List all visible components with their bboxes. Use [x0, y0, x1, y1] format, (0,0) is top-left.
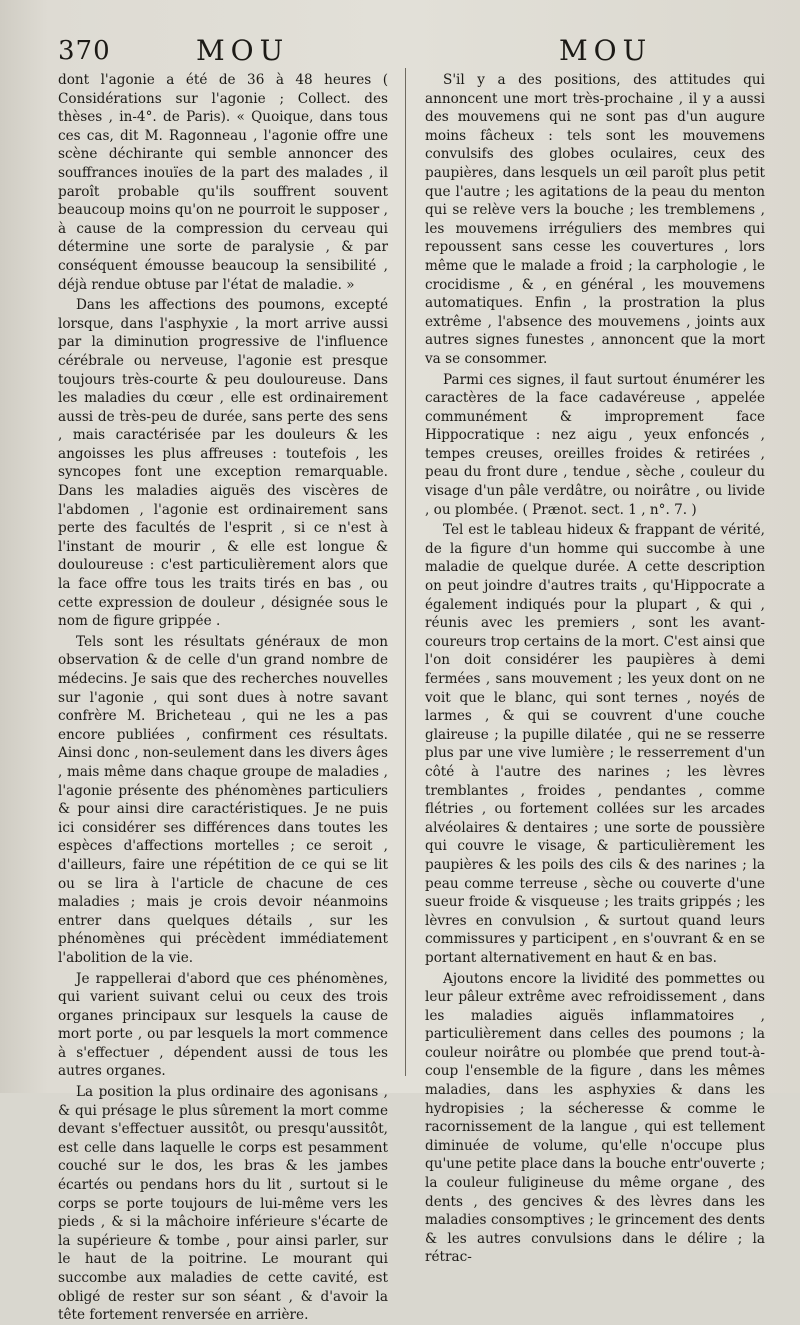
running-head-right: MOU	[559, 34, 653, 67]
paragraph: Parmi ces signes, il faut surtout énumérer les caractères de la face cadavéreuse , appelée communément & improprement face Hippocratique : nez aigu , yeux enfoncés , tempes creuses, oreilles froides & retirées , peau du front dure , tendue , sèche , couleur du visage d'un pâle verdâtre, ou noirâtre , ou livide , ou plombée. ( Prænot. sect. 1 , n°. 7. )	[425, 371, 765, 518]
paragraph: La position la plus ordinaire des agonisans , & qui présage le plus sûrement la mort comme devant s'effectuer aussitôt, ou presqu'aussitôt, est celle dans laquelle le corps est pesamment couché sur le dos, les bras & les jambes écartés ou pendans hors du lit , surtout si le corps se porte toujours de lui-même vers les pieds , & si la mâchoire inférieure s'écarte de la supérieure & tombe , pour ainsi parler, sur le haut de la poitrine. Le mourant qui succombe aux maladies de cette cavité, est obligé de rester sur son séant , & d'avoir la tête fortement renversée en arrière.	[58, 1084, 388, 1324]
running-head-left: MOU	[196, 34, 290, 67]
page-number: 370	[58, 36, 111, 66]
paragraph: Tels sont les résultats généraux de mon observation & de celle d'un grand nombre de médecins. Je sais que des recherches nouvelles sur l'agonie , qui sont dues à notre savant confrère M. Bricheteau , qui ne les a pas encore publiées , confirment ces résultats. Ainsi donc , non-seulement dans les divers âges , mais même dans chaque groupe de maladies , l'agonie présente des phénomènes particuliers & pour ainsi dire caractéristiques. Je ne puis ici considérer ses différences dans toutes les espèces d'affections mortelles ; ce seroit , d'ailleurs, faire une répétition de ce qui se lit ou se lira à l'article de chacune de ces maladies ; mais je crois devoir néanmoins entrer dans quelques détails , sur les phénomènes qui précèdent immédiatement l'abolition de la vie.	[58, 633, 388, 966]
paragraph: Dans les affections des poumons, excepté lorsque, dans l'asphyxie , la mort arrive aussi par la diminution progressive de l'influence cérébrale ou nerveuse, l'agonie est presque toujours très-courte & peu douloureuse. Dans les maladies du cœur , elle est ordinairement aussi de très-peu de durée, sans perte des sens , mais caractérisée par les douleurs & les angoisses les plus affreuses : toutefois , les syncopes font une exception remarquable. Dans les maladies aiguës des viscères de l'abdomen , l'agonie est ordinairement sans perte des facultés de l'esprit , si ce n'est à l'instant de mourir , & elle est longue & douloureuse : c'est particulièrement alors que la face offre tous les traits tirés en bas , ou cette expression de douleur , désignée sous le nom de figure grippée .	[58, 297, 388, 630]
page-header	[0, 30, 800, 70]
left-column	[58, 71, 388, 1324]
paragraph: S'il y a des positions, des attitudes qui annoncent une mort très-prochaine , il y a aussi des mouvemens qui ne sont pas d'un augure moins fâcheux : tels sont les mouvemens convulsifs des globes oculaires, ceux des paupières, dans lesquels un œil paroît plus petit que l'autre ; les agitations de la peau du menton qui se relève vers la bouche ; les tremblemens , les mouvemens irréguliers des membres qui repoussent sans cesse les couvertures , lors même que le malade a froid ; la carphologie , le crocidisme , & , en général , les mouvemens automatiques. Enfin , la prostration la plus extrême , l'absence des mouvemens , joints aux autres signes funestes , annoncent que la mort va se consommer.	[425, 72, 765, 367]
paragraph: dont l'agonie a été de 36 à 48 heures ( Considérations sur l'agonie ; Collect. des thèses , in-4°. de Paris). « Quoique, dans tous ces cas, dit M. Ragonneau , l'agonie offre une scène déchirante qui semble annoncer des souffrances inouïes de la part des malades , il paroît probable qu'ils souffrent souvent beaucoup moins qu'on ne pourroit le supposer , à cause de la compression du cerveau qui détermine une sorte de paralysie , & par conséquent émousse beaucoup la sensibilité , déjà rendue obtuse par l'état de maladie. »	[58, 72, 388, 293]
paragraph: Tel est le tableau hideux & frappant de vérité, de la figure d'un homme qui succombe à une maladie de quelque durée. A cette description on peut joindre d'autres traits , qu'Hippocrate a également indiqués pour la plupart , & qui , réunis avec les premiers , sont les avant-coureurs trop certains de la mort. C'est ainsi que l'on doit considérer les paupières à demi fermées , sans mouvement ; les yeux dont on ne voit que le blanc, qui sont ternes , noyés de larmes , & qui se couvrent d'une couche glaireuse ; la pupille dilatée , qui ne se resserre plus par une vive lumière ; le resserrement d'un côté à l'autre des narines ; les lèvres tremblantes , froides , pendantes , comme flétries , ou fortement collées sur les arcades alvéolaires & dentaires ; une sorte de poussière qui couvre le visage, & particulièrement les paupières & les poils des cils & des narines ; la peau comme terreuse , sèche ou couverte d'une sueur froide & visqueuse ; les traits grippés ; les lèvres en convulsion , & surtout quand leurs commissures y participent , en s'ouvrant & en se portant alternativement en haut & en bas.	[425, 522, 765, 966]
column-divider	[405, 68, 406, 1076]
paragraph: Je rappellerai d'abord que ces phénomènes, qui varient suivant celui ou ceux des trois organes principaux sur lesquels la cause de mort porte , ou par lesquels la mort commence à s'effectuer , dépendent aussi de tous les autres organes.	[58, 970, 388, 1080]
right-column	[425, 71, 765, 1266]
paragraph: Ajoutons encore la lividité des pommettes ou leur pâleur extrême avec refroidissement , dans les maladies aiguës inflammatoires , particulièrement dans celles des poumons ; la couleur noirâtre ou plombée que prend tout-à-coup l'ensemble de la figure , dans les mêmes maladies, dans les asphyxies & dans les hydropisies ; la sécheresse & comme le racornissement de la langue , qui est tellement diminuée de volume, qu'elle n'occupe plus qu'une petite place dans la bouche entr'ouverte ; la couleur fuligineuse du même organe , des dents , des gencives & des lèvres dans les maladies consomptives ; le grincement des dents & les autres convulsions dans le délire ; la rétrac-	[425, 970, 765, 1266]
